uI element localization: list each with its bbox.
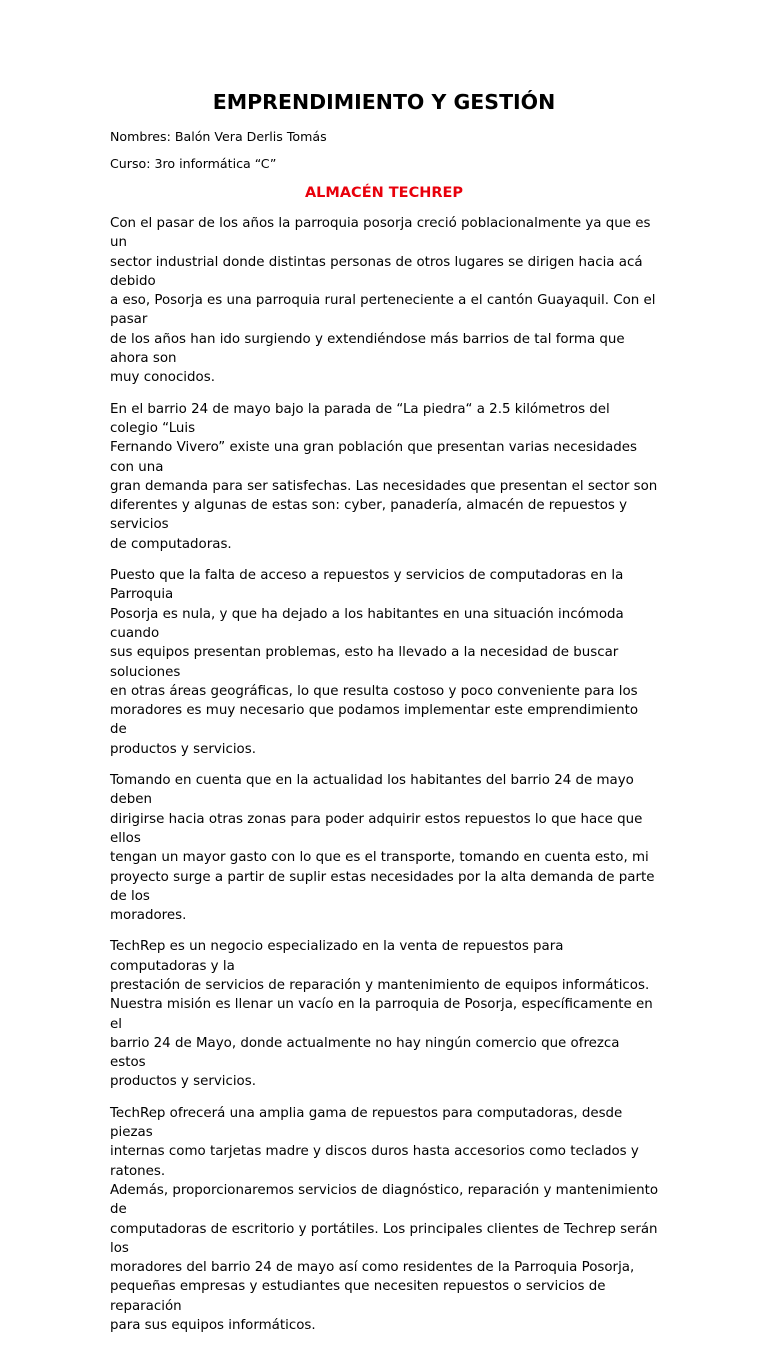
paragraph-problem: Puesto que la falta de acceso a repuestos y servicios de computadoras en la Parroquia Posorja es nula, y que ha dejado a los habitantes en una situación incómoda cuando sus equipos presentan problemas, esto ha llevado a la necesidad de buscar soluciones en otras áreas geográficas, lo que resulta costoso y poco conveniente para los moradores es muy necesario que podamos implementar este emprendimiento de productos y servicios. bbox=[110, 568, 639, 757]
paragraph-intro: Con el pasar de los años la parroquia posorja creció poblacionalmente ya que es un sector industrial donde distintas personas de otros lugares se dirigen hacia acá debido a eso, Posorja es una parroquia rural perteneciente a el cantón Guayaquil. Con el pasar de los años han ido surgiendo y extendiéndose más barrios de tal forma que ahora son muy conocidos. bbox=[110, 216, 656, 386]
course-line: Curso: 3ro informática “C” bbox=[110, 156, 277, 171]
paragraph-motivation: Tomando en cuenta que en la actualidad los habitantes del barrio 24 de mayo deben dirigirse hacia otras zonas para poder adquirir estos repuestos lo que hace que ellos tengan un mayor gasto con lo que es el transporte, tomando en cuenta esto, mi proyecto surge a partir de suplir estas necesidades por la alta demanda de parte de los moradores. bbox=[110, 773, 655, 924]
document-title: EMPRENDIMIENTO Y GESTIÓN bbox=[212, 90, 556, 114]
author-line: Nombres: Balón Vera Derlis Tomás bbox=[110, 129, 327, 144]
section-subtitle: ALMACÉN TECHREP bbox=[304, 185, 464, 201]
body-text bbox=[110, 214, 658, 1347]
paragraph-offer: TechRep ofrecerá una amplia gama de repuestos para computadoras, desde piezas internas como tarjetas madre y discos duros hasta accesorios como teclados y ratones. Además, proporcionaremos servicios de diagnóstico, reparación y mantenimiento de computadoras de escritorio y portátiles. Los principales clientes de Techrep serán los moradores del barrio 24 de mayo así como residentes de la Parroquia Posorja, pequeñas empresas y estudiantes que necesiten repuestos o servicios de reparación para sus equipos informáticos. bbox=[110, 1105, 659, 1334]
paragraph-barrio: En el barrio 24 de mayo bajo la parada de “La piedra“ a 2.5 kilómetros del colegio “Luis Fernando Vivero” existe una gran población que presentan varias necesidades con una gran demanda para ser satisfechas. Las necesidades que presentan el sector son diferentes y algunas de estas son: cyber, panadería, almacén de repuestos y servicios de computadoras. bbox=[110, 401, 658, 552]
paragraph-business: TechRep es un negocio especializado en la venta de repuestos para computadoras y la prestación de servicios de reparación y mantenimiento de equipos informáticos. Nuestra misión es llenar un vacío en la parroquia de Posorja, específicamente en el barrio 24 de Mayo, donde actualmente no hay ningún comercio que ofrezca estos productos y servicios. bbox=[110, 939, 653, 1090]
